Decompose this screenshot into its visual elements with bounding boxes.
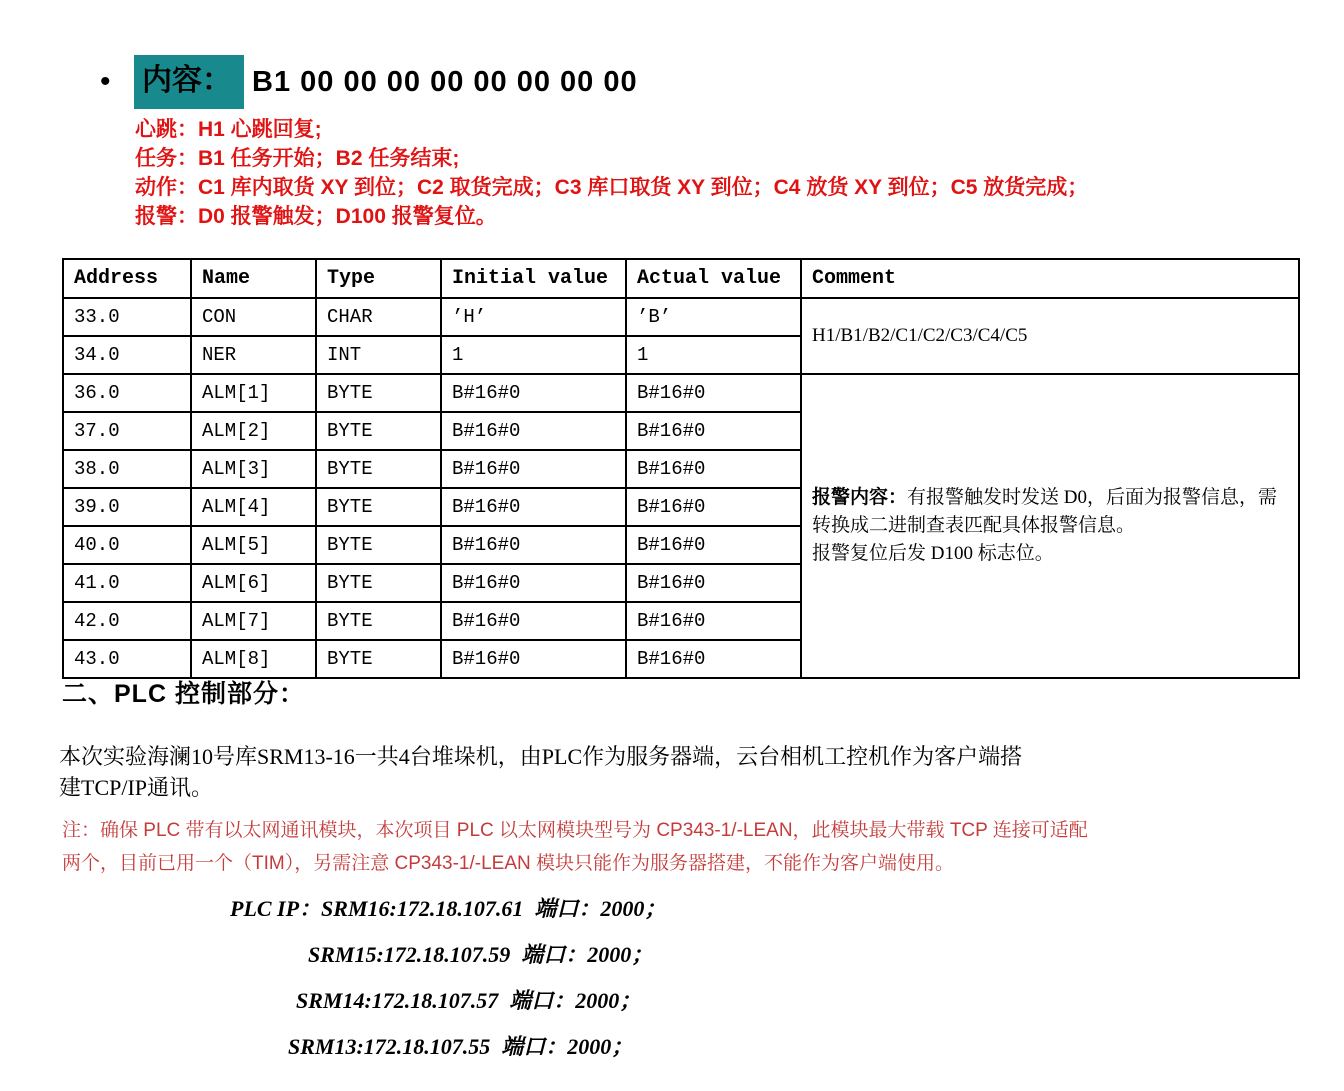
plc-ip-srm16: PLC IP：SRM16:172.18.107.61 端口：2000； — [230, 896, 667, 921]
ethernet-note — [62, 814, 1322, 880]
alarm-comment-par2: 报警复位后发 D100 标志位。 — [812, 543, 1054, 564]
table-row — [63, 298, 1299, 336]
cell-type: BYTE — [316, 640, 441, 678]
plc-ip-srm15: SRM15:172.18.107.59 端口：2000； — [308, 942, 654, 967]
cell-name: ALM[4] — [191, 488, 316, 526]
cell-address: 43.0 — [63, 640, 191, 678]
plc-variable-table — [62, 258, 1300, 679]
protocol-note-alarm: 报警：D0 报警触发；D100 报警复位。 — [135, 205, 497, 228]
cell-initial: B#16#0 — [441, 412, 626, 450]
cell-type: BYTE — [316, 412, 441, 450]
protocol-note-heartbeat: 心跳：H1 心跳回复; — [135, 118, 322, 141]
header-initial-value: Initial value — [441, 259, 626, 298]
cell-name: ALM[2] — [191, 412, 316, 450]
content-hex-value: B1 00 00 00 00 00 00 00 00 — [252, 65, 638, 98]
alarm-comment-text: 有报警触发时发送 D0，后面为报警信息，需转换成二进制查表匹配具体报警信息。 — [812, 487, 1277, 536]
content-label-highlight: 内容： — [134, 55, 244, 109]
cell-actual: 1 — [626, 336, 801, 374]
plc-ip-srm13: SRM13:172.18.107.55 端口：2000； — [288, 1034, 634, 1059]
protocol-note-task: 任务：B1 任务开始；B2 任务结束; — [135, 147, 460, 170]
cell-name: ALM[1] — [191, 374, 316, 412]
plc-ip-list — [0, 892, 1344, 1076]
cell-actual: B#16#0 — [626, 374, 801, 412]
section-heading: 二、PLC 控制部分： — [62, 680, 305, 708]
cell-address: 41.0 — [63, 564, 191, 602]
cell-name: ALM[8] — [191, 640, 316, 678]
cell-type: BYTE — [316, 564, 441, 602]
cell-initial: B#16#0 — [441, 450, 626, 488]
cell-initial: B#16#0 — [441, 488, 626, 526]
cell-type: BYTE — [316, 526, 441, 564]
bullet-icon: • — [100, 65, 111, 98]
ethernet-note-line2: 两个，目前已用一个（TIM），另需注意 CP343-1/-LEAN 模块只能作为服务器搭建，不能作为客户端使用。 — [62, 853, 955, 874]
cell-actual: ’B’ — [626, 298, 801, 336]
protocol-notes — [135, 115, 1088, 231]
alarm-comment-par1 — [812, 484, 1292, 540]
header-address: Address — [63, 259, 191, 298]
cell-address: 40.0 — [63, 526, 191, 564]
table-header-row — [63, 259, 1299, 298]
cell-address: 39.0 — [63, 488, 191, 526]
cell-initial: 1 — [441, 336, 626, 374]
cell-initial: B#16#0 — [441, 602, 626, 640]
cell-initial: B#16#0 — [441, 526, 626, 564]
intro-paragraph — [59, 741, 1259, 803]
cell-actual: B#16#0 — [626, 412, 801, 450]
header-name: Name — [191, 259, 316, 298]
cell-name: ALM[6] — [191, 564, 316, 602]
cell-address: 42.0 — [63, 602, 191, 640]
header-actual-value: Actual value — [626, 259, 801, 298]
cell-type: BYTE — [316, 450, 441, 488]
cell-address: 33.0 — [63, 298, 191, 336]
header-type: Type — [316, 259, 441, 298]
cell-actual: B#16#0 — [626, 450, 801, 488]
cell-name: ALM[7] — [191, 602, 316, 640]
ethernet-note-line1: 注：确保 PLC 带有以太网通讯模块，本次项目 PLC 以太网模块型号为 CP343-1/-LEAN，此模块最大带载 TCP 连接可适配 — [62, 820, 1088, 841]
cell-type: INT — [316, 336, 441, 374]
cell-name: ALM[5] — [191, 526, 316, 564]
header-comment: Comment — [801, 259, 1299, 298]
cell-initial: B#16#0 — [441, 564, 626, 602]
cell-actual: B#16#0 — [626, 640, 801, 678]
plc-ip-srm14: SRM14:172.18.107.57 端口：2000； — [296, 988, 642, 1013]
protocol-note-action: 动作：C1 库内取货 XY 到位；C2 取货完成；C3 库口取货 XY 到位；C4 放货 XY 到位；C5 放货完成； — [135, 176, 1089, 199]
cell-initial: B#16#0 — [441, 640, 626, 678]
cell-initial: ’H’ — [441, 298, 626, 336]
table-row — [63, 374, 1299, 412]
cell-address: 37.0 — [63, 412, 191, 450]
cell-actual: B#16#0 — [626, 488, 801, 526]
cell-address: 38.0 — [63, 450, 191, 488]
alarm-comment-bold: 报警内容： — [812, 487, 908, 508]
cell-type: BYTE — [316, 374, 441, 412]
cell-actual: B#16#0 — [626, 526, 801, 564]
cell-comment-signals: H1/B1/B2/C1/C2/C3/C4/C5 — [801, 298, 1299, 374]
intro-paragraph-line2: 建TCP/IP通讯。 — [59, 775, 214, 800]
cell-type: BYTE — [316, 488, 441, 526]
cell-name: ALM[3] — [191, 450, 316, 488]
cell-name: CON — [191, 298, 316, 336]
content-line — [100, 55, 638, 109]
cell-address: 36.0 — [63, 374, 191, 412]
cell-actual: B#16#0 — [626, 564, 801, 602]
cell-initial: B#16#0 — [441, 374, 626, 412]
cell-comment-alarm — [801, 374, 1299, 678]
cell-type: BYTE — [316, 602, 441, 640]
cell-actual: B#16#0 — [626, 602, 801, 640]
intro-paragraph-line1: 本次实验海澜10号库SRM13-16一共4台堆垛机，由PLC作为服务器端，云台相机工控机作为客户端搭 — [59, 744, 1023, 769]
cell-address: 34.0 — [63, 336, 191, 374]
cell-name: NER — [191, 336, 316, 374]
cell-type: CHAR — [316, 298, 441, 336]
